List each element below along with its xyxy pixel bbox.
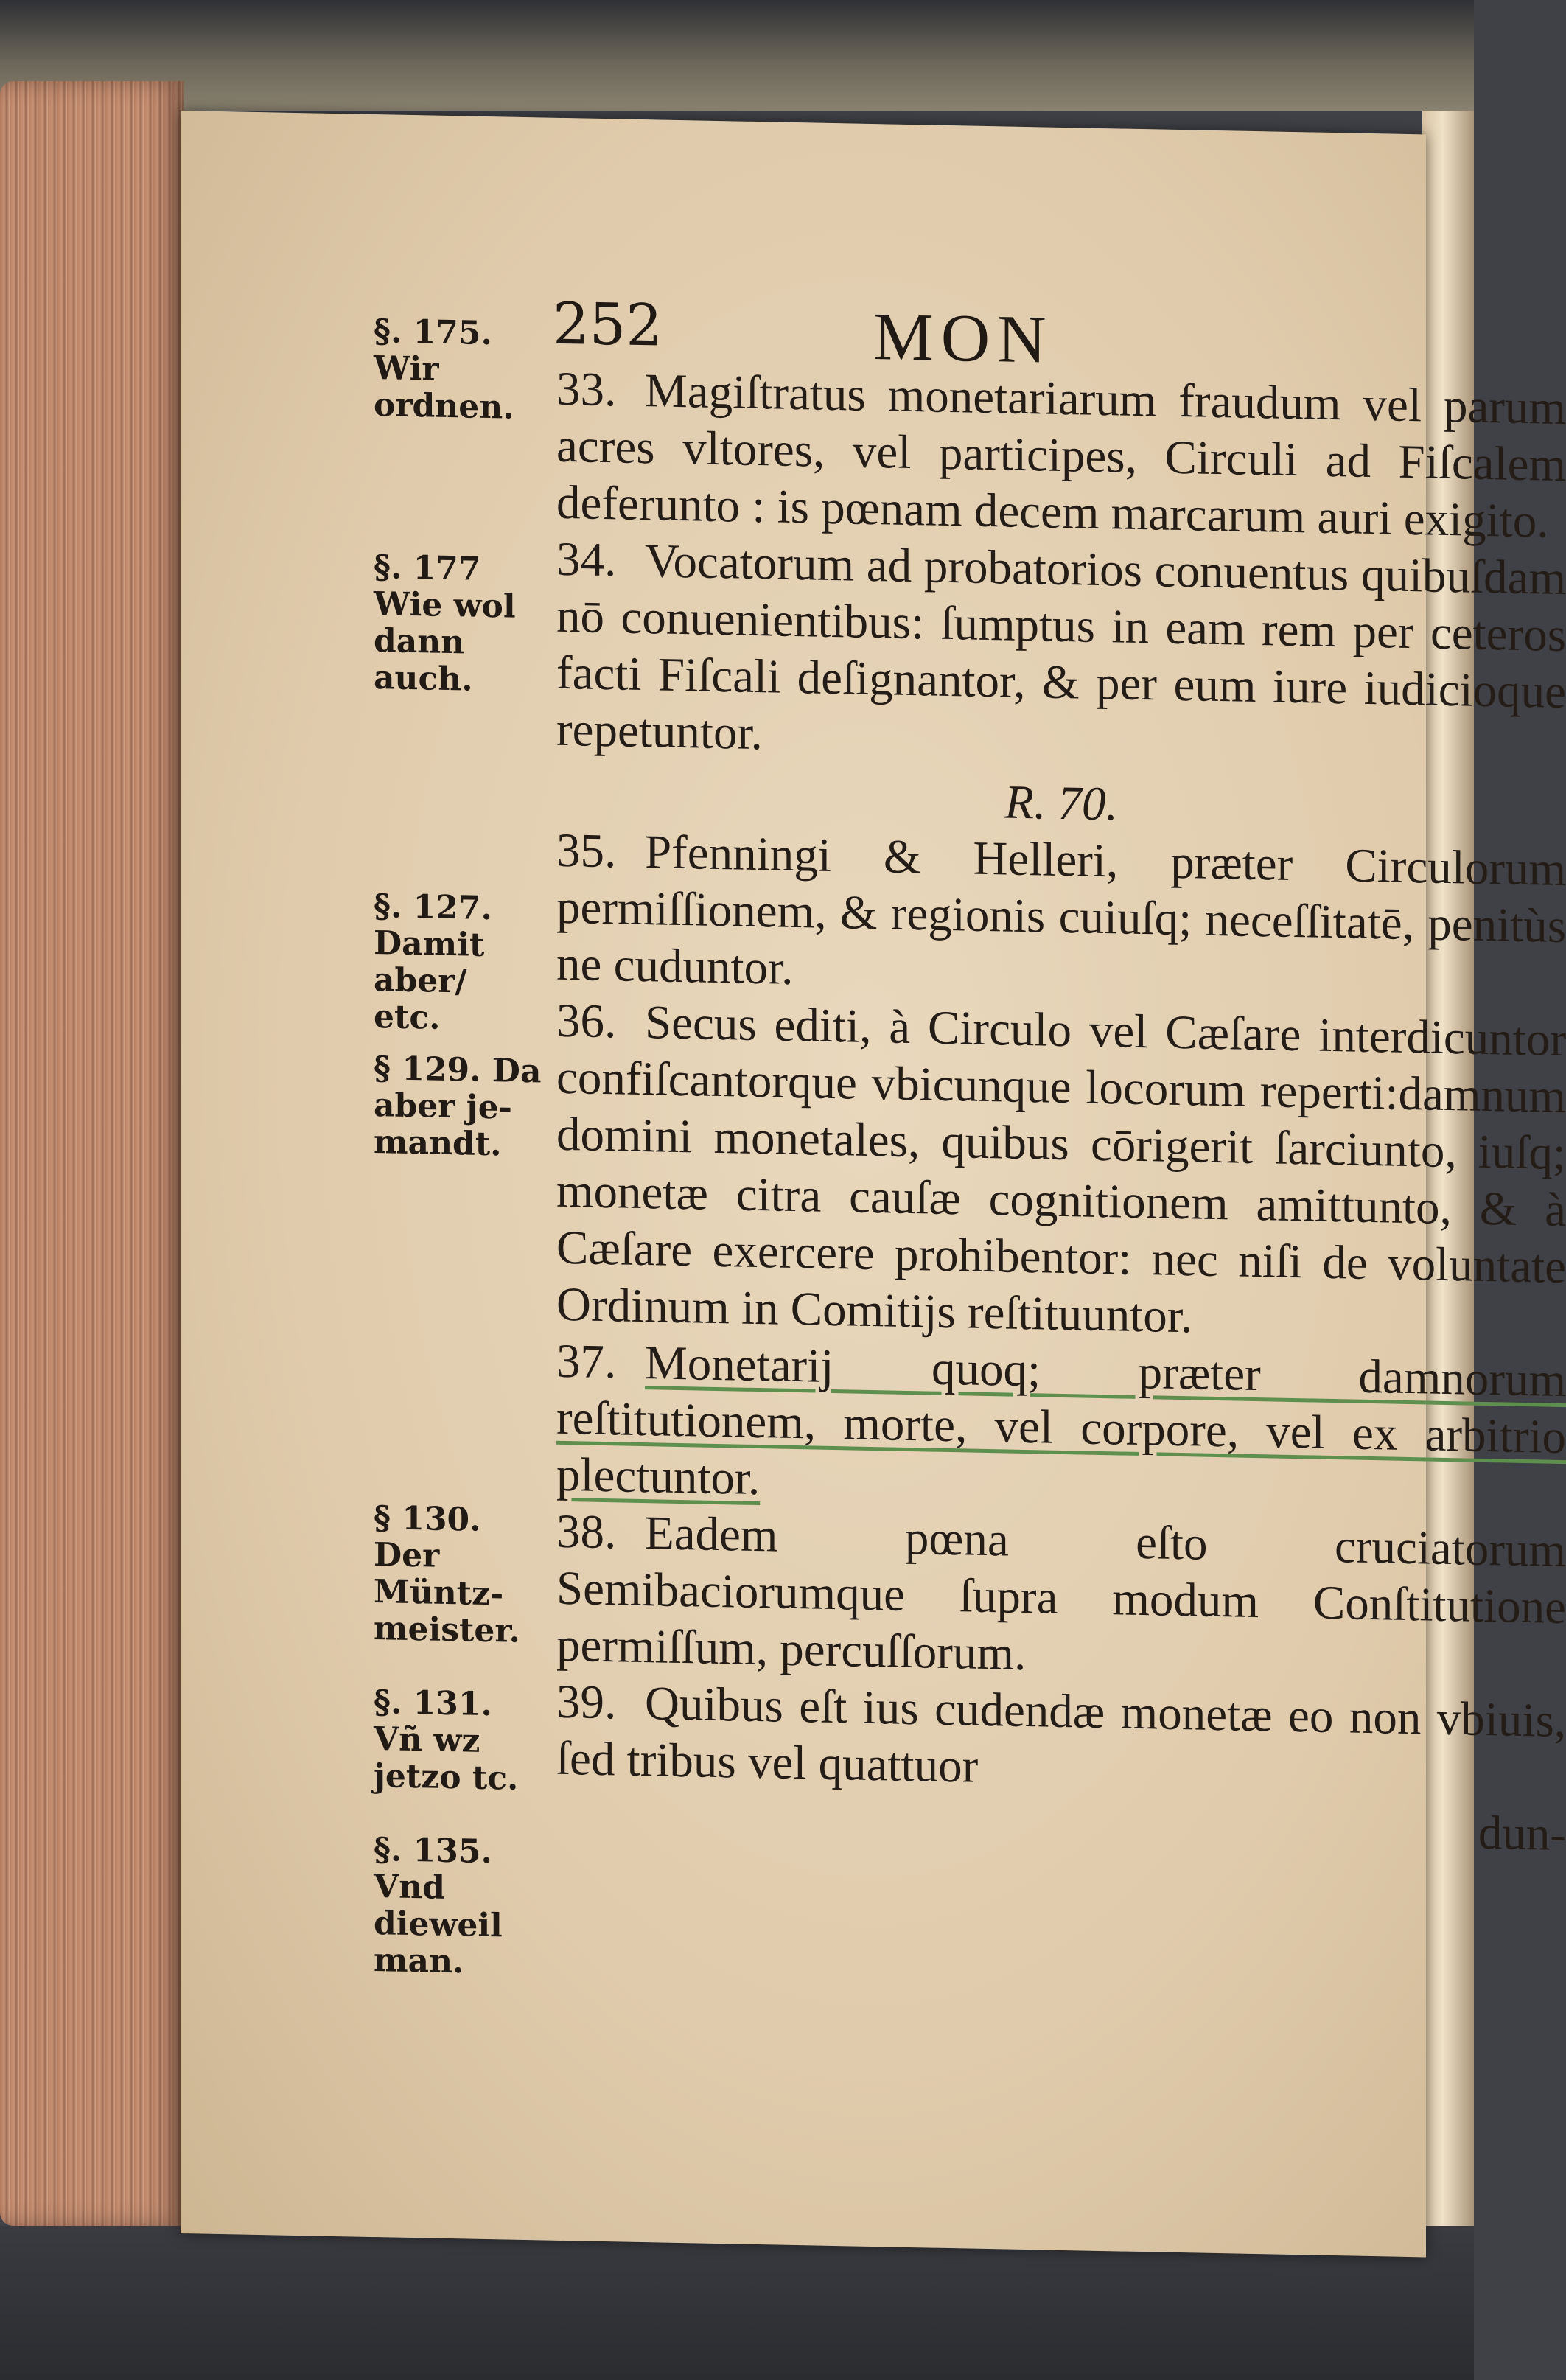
- paragraph-text: Eadem pœna eſto cruciatorum Semibaciorumque ſupra modum Conſtitutione permiſſum, percuſſorum.: [556, 1507, 1566, 1681]
- paragraph-37: [556, 1333, 1566, 1523]
- paragraph-36: [556, 993, 1566, 1353]
- paragraph-number: 38.: [556, 1504, 617, 1560]
- catchword: dun-: [1478, 1806, 1566, 1862]
- paragraph-text: Secus editi, à Circulo vel Cæſare interdicuntor confiſcantorque vbicunque locorum reperti:damnum domini monetales, quibus cōrigerit ſarciunto, iuſq; monetæ citra cauſæ cognitionem amittunto, & à Cæſare exercere prohibentor: nec niſi de voluntate Ordinum in Comitijs reſtituuntor.: [556, 996, 1566, 1344]
- paragraph-text: Vocatorum ad probatorios conuentus quibuſdam nō conuenientibus: ſumptus in eam rem per ceteros facti Fiſcali deſignantor, & per eum iure iudicioque repetuntor.: [556, 534, 1566, 761]
- running-title: MON: [873, 299, 1054, 377]
- paragraph-text-underlined: Monetarij quoq; præter damnorum reſtitutionem, morte, vel corpore, vel ex arbitrio plectuntor.: [556, 1336, 1566, 1506]
- paragraph-number: 39.: [556, 1675, 617, 1730]
- paragraph-number: 36.: [556, 994, 617, 1049]
- paragraph-33: [556, 361, 1566, 551]
- page-edges: [0, 81, 184, 2226]
- paragraph-number: 34.: [556, 532, 617, 587]
- paragraph-35: [556, 823, 1566, 1012]
- margin-note: §. 177 Wie wol dann auch.: [374, 548, 516, 699]
- page-number: 252: [553, 290, 663, 360]
- margin-note: § 130. Der Müntz- meister.: [374, 1499, 520, 1650]
- book-page: [181, 111, 1566, 2257]
- paragraph-text: Magiſtratus monetariarum fraudum vel parum acres vltores, vel participes, Circuli ad Fiſcalem deferunto : is pœnam decem marcarum auri exigito.: [556, 364, 1566, 548]
- paragraph-number: 33.: [556, 362, 617, 417]
- signature-mark: R. 70.: [1004, 775, 1118, 831]
- margin-note: §. 127. Damit aber/ etc.: [374, 887, 492, 1037]
- paragraph-text: Pfenningi & Helleri, præter Circulorum permiſſionem, & regionis cuiuſq; neceſſitatē, penitùs ne cuduntor.: [556, 826, 1566, 995]
- paragraph-number: 37.: [556, 1334, 617, 1389]
- margin-note: § 129. Da aber je- mandt.: [374, 1050, 542, 1164]
- paragraph-text: Quibus eſt ius cudendæ monetæ eo non vbiuis, ſed tribus vel quattuor: [556, 1677, 1566, 1793]
- top-shadow: [0, 0, 1474, 111]
- paragraph-34: [556, 531, 1566, 778]
- margin-note: §. 131. Vñ wz jetzo tc.: [374, 1683, 519, 1798]
- paragraph-39: [556, 1674, 1566, 1807]
- margin-note: §. 135. Vnd dieweil man.: [374, 1831, 503, 1981]
- body-text: [556, 361, 1566, 1863]
- paragraph-38: [556, 1504, 1566, 1693]
- paragraph-number: 35.: [556, 823, 617, 879]
- margin-note: §. 175. Wir ordnen.: [374, 313, 514, 427]
